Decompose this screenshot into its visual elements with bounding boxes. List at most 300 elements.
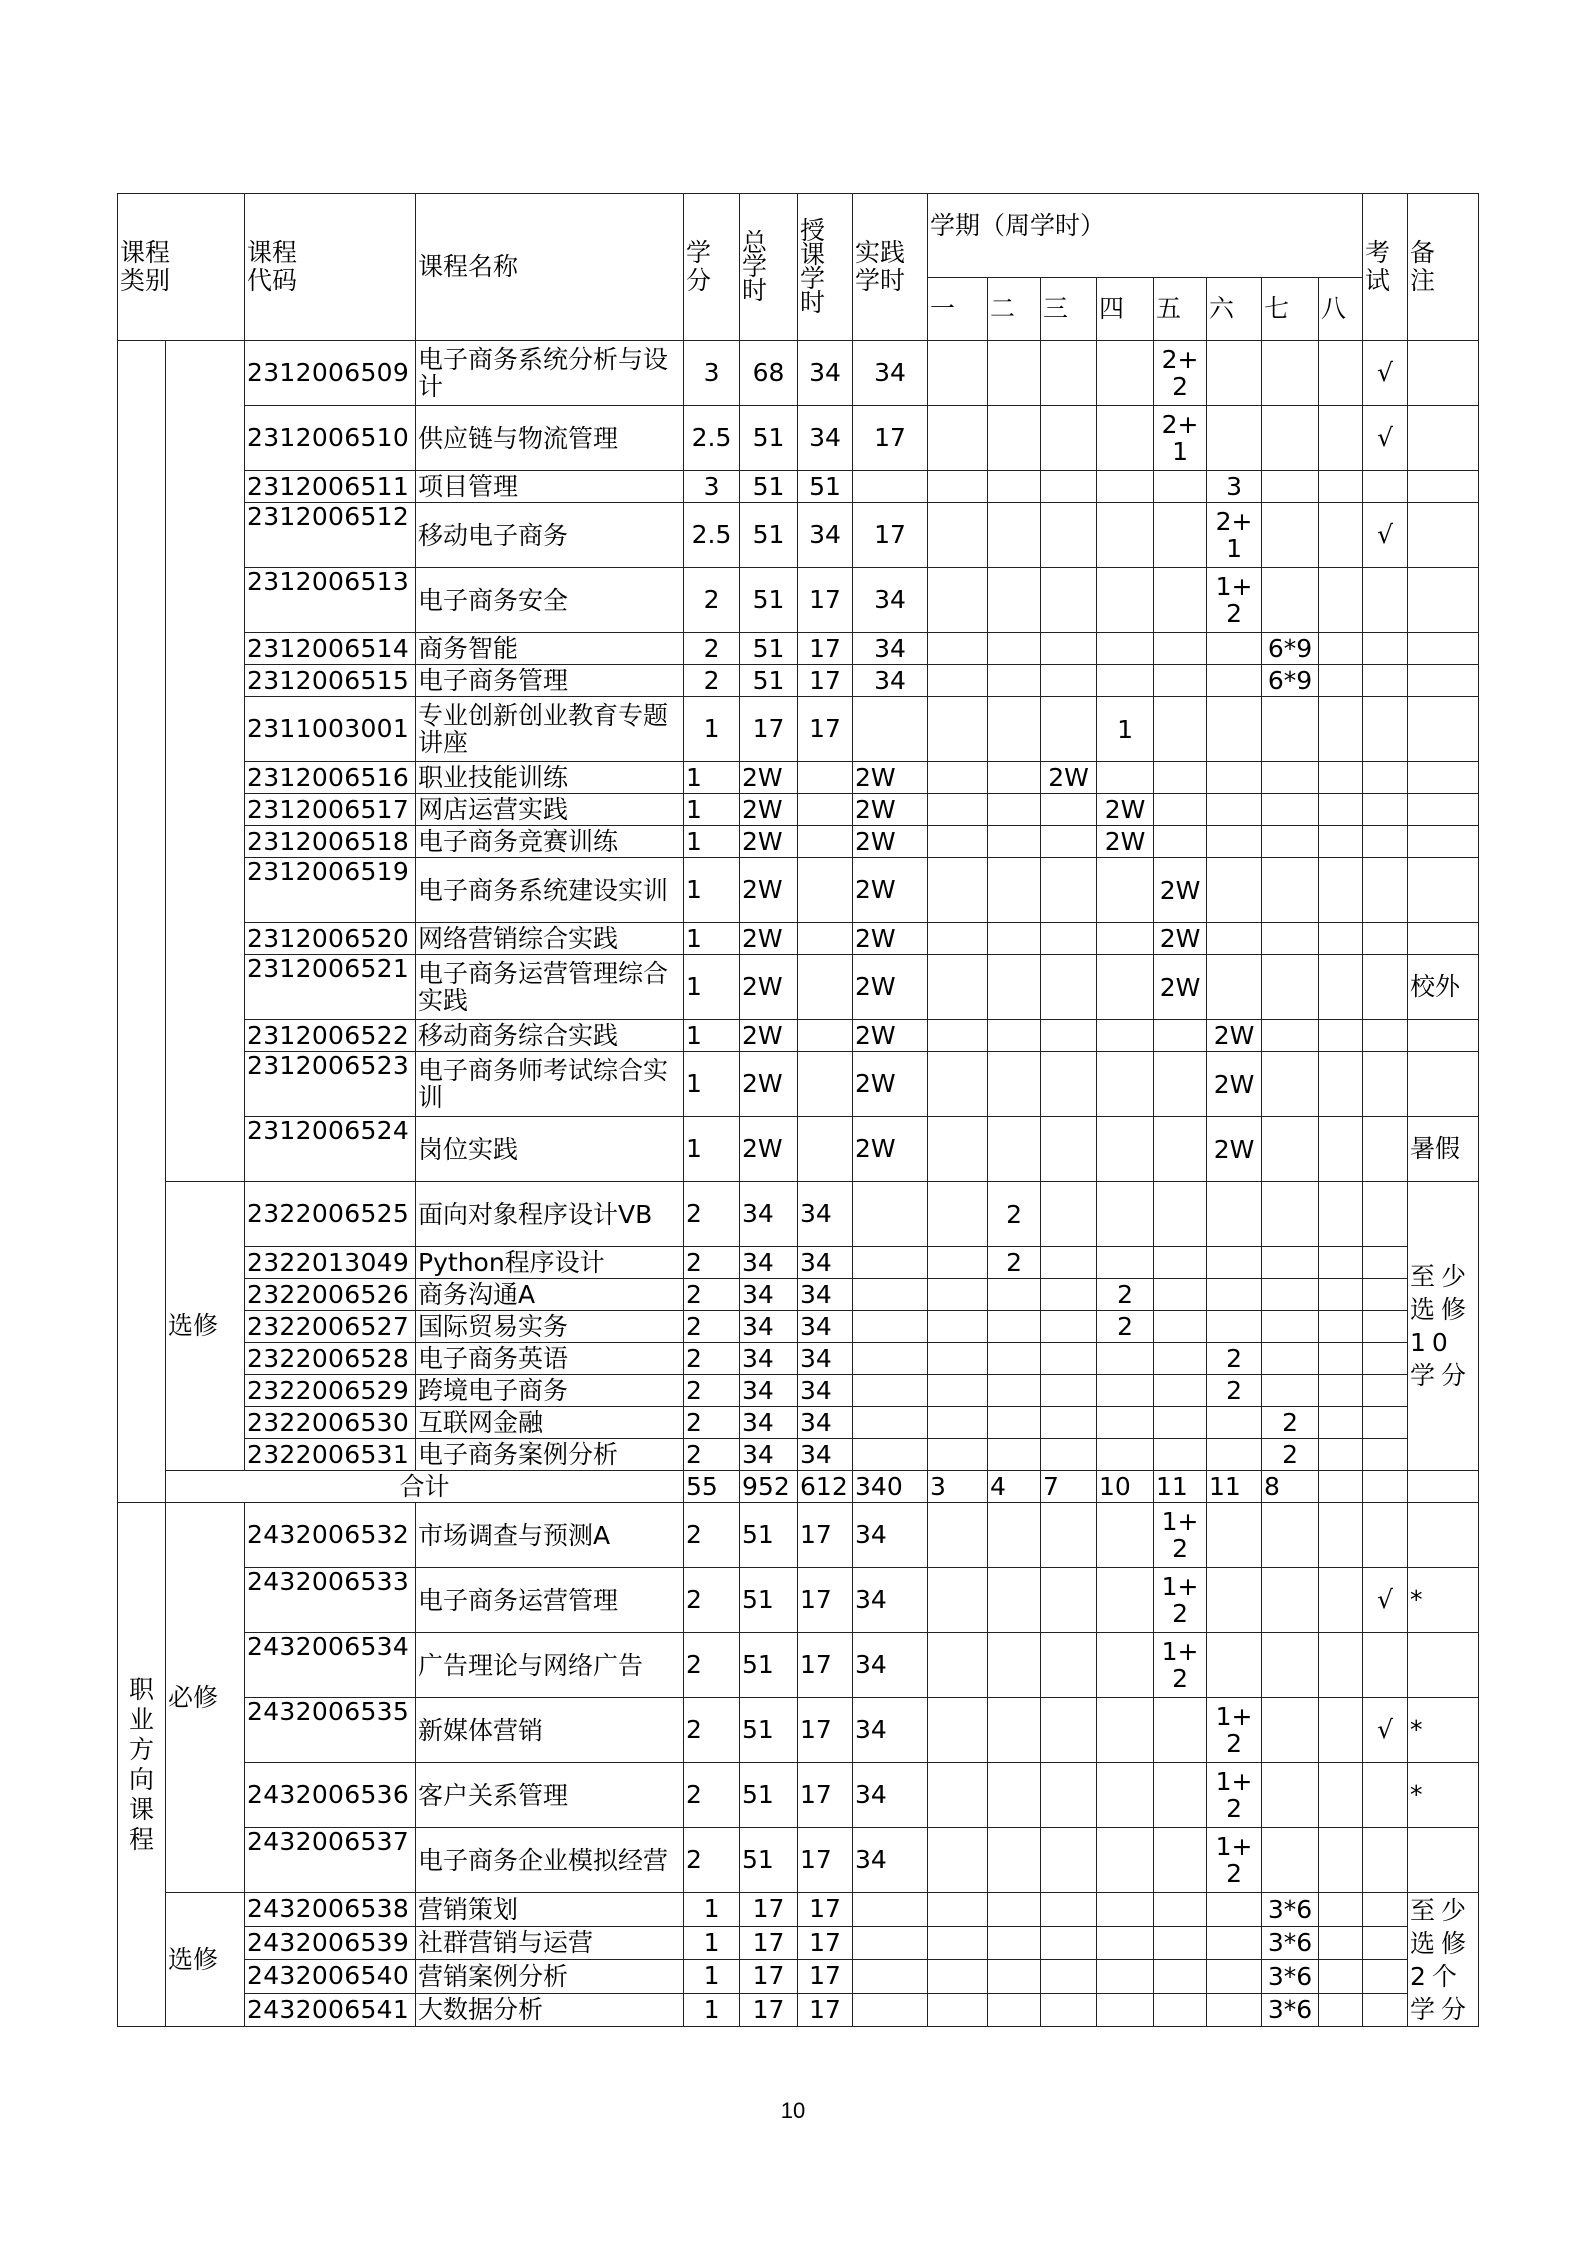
semester-hours-4: 2W [1097,826,1154,858]
course-credit: 2 [684,1439,740,1471]
semester-hours-5 [1154,1375,1207,1407]
semester-hours-7 [1262,794,1319,826]
semester-hours-2 [988,955,1041,1020]
semester-hours-5 [1154,1311,1207,1343]
course-practice-hours: 34 [853,568,928,633]
semester-hours-4 [1097,1407,1154,1439]
semester-hours-7 [1262,1279,1319,1311]
semester-hours-8 [1319,633,1363,665]
course-total-hours: 51 [740,1503,798,1568]
exam-mark [1363,633,1408,665]
semester-hours-3 [1041,665,1097,697]
course-lecture-hours [798,923,853,955]
semester-hours-4 [1097,1960,1154,1994]
semester-hours-5 [1154,1343,1207,1375]
course-credit: 1 [684,697,740,762]
semester-hours-6 [1207,826,1262,858]
semester-hours-5 [1154,1993,1207,2027]
course-lecture-hours: 17 [798,665,853,697]
semester-hours-7: 6*9 [1262,633,1319,665]
semester-hours-1 [928,1960,988,1994]
header-total-hours: 总 学 时 [740,194,798,341]
semester-hours-3 [1041,1893,1097,1927]
semester-hours-6: 3 [1207,471,1262,503]
course-credit: 1 [684,923,740,955]
course-name: 广告理论与网络广告 [416,1633,684,1698]
course-total-hours: 51 [740,568,798,633]
semester-hours-1 [928,1633,988,1698]
exam-mark [1363,1503,1408,1568]
table-row [118,1375,1479,1407]
semester-hours-2 [988,1279,1041,1311]
semester-hours-7 [1262,955,1319,1020]
semester-hours-3 [1041,794,1097,826]
course-code: 2311003001 [245,697,416,762]
remark [1408,1828,1479,1893]
course-practice-hours: 34 [853,1698,928,1763]
course-practice-hours [853,1407,928,1439]
course-name: 电子商务安全 [416,568,684,633]
semester-hours-6: 2W [1207,1117,1262,1182]
table-row [118,1117,1479,1182]
course-name: 新媒体营销 [416,1698,684,1763]
exam-mark [1363,955,1408,1020]
semester-hours-5 [1154,471,1207,503]
exam-mark [1363,826,1408,858]
semester-hours-6: 2+ 1 [1207,503,1262,568]
remark [1408,471,1479,503]
semester-hours-1 [928,1568,988,1633]
header-lecture-hours: 授 课 学 时 [798,194,853,341]
header-practice-hours: 实践 学时 [853,194,928,341]
semester-hours-2 [988,762,1041,794]
semester-hours-7 [1262,826,1319,858]
semester-hours-1 [928,1311,988,1343]
semester-hours-2 [988,1375,1041,1407]
semester-hours-7 [1262,1182,1319,1247]
semester-hours-3 [1041,1993,1097,2027]
semester-hours-5: 2+ 2 [1154,341,1207,406]
exam-mark: √ [1363,341,1408,406]
header-semester-7: 七 [1262,278,1319,341]
semester-hours-6: 2 [1207,1343,1262,1375]
semester-hours-5 [1154,1407,1207,1439]
semester-hours-4 [1097,1568,1154,1633]
semester-hours-8 [1319,1020,1363,1052]
semester-hours-4 [1097,1020,1154,1052]
semester-hours-5 [1154,1926,1207,1960]
semester-hours-8 [1319,955,1363,1020]
semester-hours-2 [988,858,1041,923]
course-practice-hours [853,471,928,503]
course-lecture-hours [798,858,853,923]
semester-hours-6 [1207,1893,1262,1927]
semester-hours-6 [1207,1407,1262,1439]
course-code: 2322006530 [245,1407,416,1439]
semester-hours-2 [988,1926,1041,1960]
course-practice-hours: 34 [853,1633,928,1698]
semester-hours-2 [988,1020,1041,1052]
semester-hours-4 [1097,955,1154,1020]
semester-hours-1 [928,1993,988,2027]
course-total-hours: 17 [740,1926,798,1960]
table-row [118,1052,1479,1117]
table-row [118,1828,1479,1893]
semester-hours-7: 3*6 [1262,1893,1319,1927]
course-name: Python程序设计 [416,1247,684,1279]
course-name: 电子商务师考试综合实训 [416,1052,684,1117]
course-lecture-hours [798,826,853,858]
course-code: 2322013049 [245,1247,416,1279]
semester-hours-1 [928,1247,988,1279]
semester-hours-4 [1097,406,1154,471]
course-code: 2432006536 [245,1763,416,1828]
semester-hours-4 [1097,1698,1154,1763]
table-row [118,1568,1479,1633]
semester-hours-8 [1319,762,1363,794]
course-code: 2322006528 [245,1343,416,1375]
course-total-hours: 51 [740,1698,798,1763]
course-credit: 2 [684,1375,740,1407]
semester-hours-2: 2 [988,1247,1041,1279]
semester-hours-5: 2W [1154,955,1207,1020]
course-total-hours: 17 [740,697,798,762]
course-code: 2312006513 [245,568,416,633]
semester-hours-8 [1319,1763,1363,1828]
semester-hours-7 [1262,1052,1319,1117]
total-row [118,1471,1479,1503]
header-category: 课程 类别 [118,194,245,341]
course-credit: 2 [684,1568,740,1633]
course-lecture-hours: 17 [798,1926,853,1960]
semester-hours-3 [1041,1117,1097,1182]
course-name: 电子商务运营管理综合实践 [416,955,684,1020]
semester-hours-3 [1041,568,1097,633]
total-hours: 952 [740,1471,798,1503]
course-credit: 2 [684,568,740,633]
course-practice-hours [853,1960,928,1994]
total-semester-2: 4 [988,1471,1041,1503]
semester-hours-1 [928,697,988,762]
course-total-hours: 17 [740,1960,798,1994]
course-code: 2432006538 [245,1893,416,1927]
semester-hours-4 [1097,1247,1154,1279]
semester-hours-4: 2 [1097,1311,1154,1343]
course-total-hours: 2W [740,1117,798,1182]
semester-hours-5: 2W [1154,858,1207,923]
course-subcategory: 选修 [166,1182,245,1471]
semester-hours-7 [1262,471,1319,503]
course-code: 2322006529 [245,1375,416,1407]
semester-hours-6 [1207,1568,1262,1633]
table-row [118,1893,1479,1927]
semester-hours-7 [1262,762,1319,794]
remark [1408,633,1479,665]
course-subcategory: 选修 [166,1893,245,2027]
semester-hours-3 [1041,1279,1097,1311]
semester-hours-6 [1207,665,1262,697]
course-credit: 1 [684,1993,740,2027]
semester-hours-1 [928,568,988,633]
course-credit: 2 [684,1633,740,1698]
semester-hours-2 [988,1993,1041,2027]
course-code: 2432006539 [245,1926,416,1960]
semester-hours-6 [1207,794,1262,826]
course-practice-hours [853,1439,928,1471]
course-credit: 2 [684,1343,740,1375]
course-total-hours: 17 [740,1993,798,2027]
exam-mark [1363,858,1408,923]
table-row [118,1407,1479,1439]
header-code: 课程 代码 [245,194,416,341]
course-name: 网络营销综合实践 [416,923,684,955]
course-credit: 1 [684,794,740,826]
course-practice-hours: 34 [853,1568,928,1633]
course-code: 2322006525 [245,1182,416,1247]
exam-mark: √ [1363,1698,1408,1763]
semester-hours-2 [988,471,1041,503]
exam-mark [1363,794,1408,826]
course-lecture-hours [798,955,853,1020]
semester-hours-8 [1319,471,1363,503]
course-code: 2312006520 [245,923,416,955]
semester-hours-8 [1319,1993,1363,2027]
header-semester-3: 三 [1041,278,1097,341]
table-row [118,858,1479,923]
semester-hours-7 [1262,568,1319,633]
semester-hours-6 [1207,1960,1262,1994]
remark [1408,858,1479,923]
course-practice-hours [853,1311,928,1343]
exam-mark [1363,1375,1408,1407]
semester-hours-4 [1097,858,1154,923]
course-practice-hours: 2W [853,1117,928,1182]
semester-hours-4: 2W [1097,794,1154,826]
remark [1408,794,1479,826]
semester-hours-8 [1319,1407,1363,1439]
course-credit: 2 [684,1828,740,1893]
semester-hours-6 [1207,955,1262,1020]
course-total-hours: 51 [740,1763,798,1828]
semester-hours-6 [1207,1279,1262,1311]
semester-hours-8 [1319,826,1363,858]
semester-hours-8 [1319,1117,1363,1182]
semester-hours-4 [1097,1828,1154,1893]
semester-hours-7 [1262,1503,1319,1568]
semester-hours-1 [928,858,988,923]
semester-hours-2 [988,1407,1041,1439]
course-lecture-hours: 34 [798,406,853,471]
exam-mark [1363,762,1408,794]
course-total-hours: 51 [740,1568,798,1633]
semester-hours-5 [1154,1960,1207,1994]
semester-hours-2 [988,794,1041,826]
table-row [118,762,1479,794]
course-credit: 2 [684,1311,740,1343]
course-credit: 1 [684,1052,740,1117]
total-semester-8 [1319,1471,1363,1503]
course-name: 岗位实践 [416,1117,684,1182]
semester-hours-5 [1154,1052,1207,1117]
course-credit: 1 [684,1926,740,1960]
course-lecture-hours: 34 [798,503,853,568]
semester-hours-1 [928,826,988,858]
semester-hours-4 [1097,1182,1154,1247]
semester-hours-3 [1041,1960,1097,1994]
course-name: 社群营销与运营 [416,1926,684,1960]
semester-hours-4 [1097,762,1154,794]
course-lecture-hours: 17 [798,633,853,665]
semester-hours-7: 3*6 [1262,1993,1319,2027]
exam-mark [1363,665,1408,697]
semester-hours-7: 2 [1262,1439,1319,1471]
exam-mark [1363,1343,1408,1375]
exam-mark [1363,1926,1408,1960]
semester-hours-6: 1+ 2 [1207,1763,1262,1828]
semester-hours-3 [1041,1568,1097,1633]
header-semester-1: 一 [928,278,988,341]
course-practice-hours: 34 [853,1503,928,1568]
semester-hours-3 [1041,1698,1097,1763]
course-lecture-hours [798,1117,853,1182]
course-lecture-hours: 51 [798,471,853,503]
course-total-hours: 34 [740,1375,798,1407]
course-lecture-hours [798,1020,853,1052]
semester-hours-2 [988,1893,1041,1927]
exam-mark [1363,1763,1408,1828]
course-name: 大数据分析 [416,1993,684,2027]
header-semester-6: 六 [1207,278,1262,341]
exam-mark: √ [1363,503,1408,568]
remark [1408,697,1479,762]
table-row [118,1763,1479,1828]
course-lecture-hours: 17 [798,568,853,633]
semester-hours-1 [928,1828,988,1893]
course-total-hours: 34 [740,1247,798,1279]
semester-hours-4 [1097,665,1154,697]
semester-hours-4 [1097,1503,1154,1568]
semester-hours-1 [928,1279,988,1311]
course-credit: 2.5 [684,406,740,471]
remark: * [1408,1698,1479,1763]
semester-hours-4 [1097,341,1154,406]
table-row [118,1503,1479,1568]
semester-hours-2: 2 [988,1182,1041,1247]
semester-hours-7 [1262,1568,1319,1633]
semester-hours-7 [1262,341,1319,406]
remark [1408,826,1479,858]
semester-hours-6 [1207,341,1262,406]
course-total-hours: 34 [740,1407,798,1439]
semester-hours-2 [988,503,1041,568]
table-row [118,1311,1479,1343]
semester-hours-7: 6*9 [1262,665,1319,697]
semester-hours-1 [928,503,988,568]
course-total-hours: 34 [740,1439,798,1471]
course-lecture-hours: 34 [798,1311,853,1343]
semester-hours-4 [1097,568,1154,633]
semester-hours-7 [1262,697,1319,762]
course-credit: 3 [684,471,740,503]
course-credit: 3 [684,341,740,406]
table-row [118,1926,1479,1960]
semester-hours-8 [1319,1279,1363,1311]
semester-hours-1 [928,471,988,503]
semester-hours-2 [988,826,1041,858]
course-total-hours: 2W [740,794,798,826]
semester-hours-1 [928,955,988,1020]
semester-hours-2 [988,1763,1041,1828]
course-practice-hours: 2W [853,858,928,923]
semester-hours-3 [1041,1439,1097,1471]
course-practice-hours: 2W [853,826,928,858]
exam-mark: √ [1363,406,1408,471]
exam-mark [1363,1182,1408,1247]
exam-mark [1363,1247,1408,1279]
exam-mark: √ [1363,1568,1408,1633]
semester-hours-2 [988,633,1041,665]
total-semester-1: 3 [928,1471,988,1503]
semester-hours-3 [1041,1407,1097,1439]
total-semester-5: 11 [1154,1471,1207,1503]
semester-hours-5 [1154,503,1207,568]
semester-hours-7 [1262,1020,1319,1052]
semester-hours-6: 1+ 2 [1207,1828,1262,1893]
table-row [118,697,1479,762]
course-code: 2312006514 [245,633,416,665]
table-row [118,1343,1479,1375]
course-total-hours: 2W [740,923,798,955]
course-name: 营销案例分析 [416,1960,684,1994]
course-practice-hours [853,1993,928,2027]
course-lecture-hours: 34 [798,1182,853,1247]
semester-hours-6 [1207,1439,1262,1471]
semester-hours-3 [1041,923,1097,955]
semester-hours-5 [1154,1247,1207,1279]
course-code: 2312006523 [245,1052,416,1117]
course-code: 2312006515 [245,665,416,697]
course-total-hours: 51 [740,503,798,568]
semester-hours-7 [1262,1343,1319,1375]
semester-hours-5 [1154,665,1207,697]
semester-hours-4: 1 [1097,697,1154,762]
table-row [118,406,1479,471]
semester-hours-7 [1262,1375,1319,1407]
table-row [118,503,1479,568]
semester-hours-3: 2W [1041,762,1097,794]
semester-hours-2 [988,1439,1041,1471]
course-credit: 1 [684,826,740,858]
remark [1408,665,1479,697]
semester-hours-6 [1207,633,1262,665]
course-code: 2322006531 [245,1439,416,1471]
table-row [118,1633,1479,1698]
semester-hours-2 [988,1633,1041,1698]
semester-hours-8 [1319,1568,1363,1633]
table-row [118,1247,1479,1279]
course-code: 2312006509 [245,341,416,406]
semester-hours-8 [1319,1052,1363,1117]
course-name: 电子商务运营管理 [416,1568,684,1633]
semester-hours-8 [1319,1926,1363,1960]
course-credit: 1 [684,1020,740,1052]
semester-hours-1 [928,1407,988,1439]
course-code: 2432006540 [245,1960,416,1994]
course-credit: 2 [684,1279,740,1311]
header-credit: 学 分 [684,194,740,341]
course-code: 2312006510 [245,406,416,471]
semester-hours-8 [1319,1375,1363,1407]
